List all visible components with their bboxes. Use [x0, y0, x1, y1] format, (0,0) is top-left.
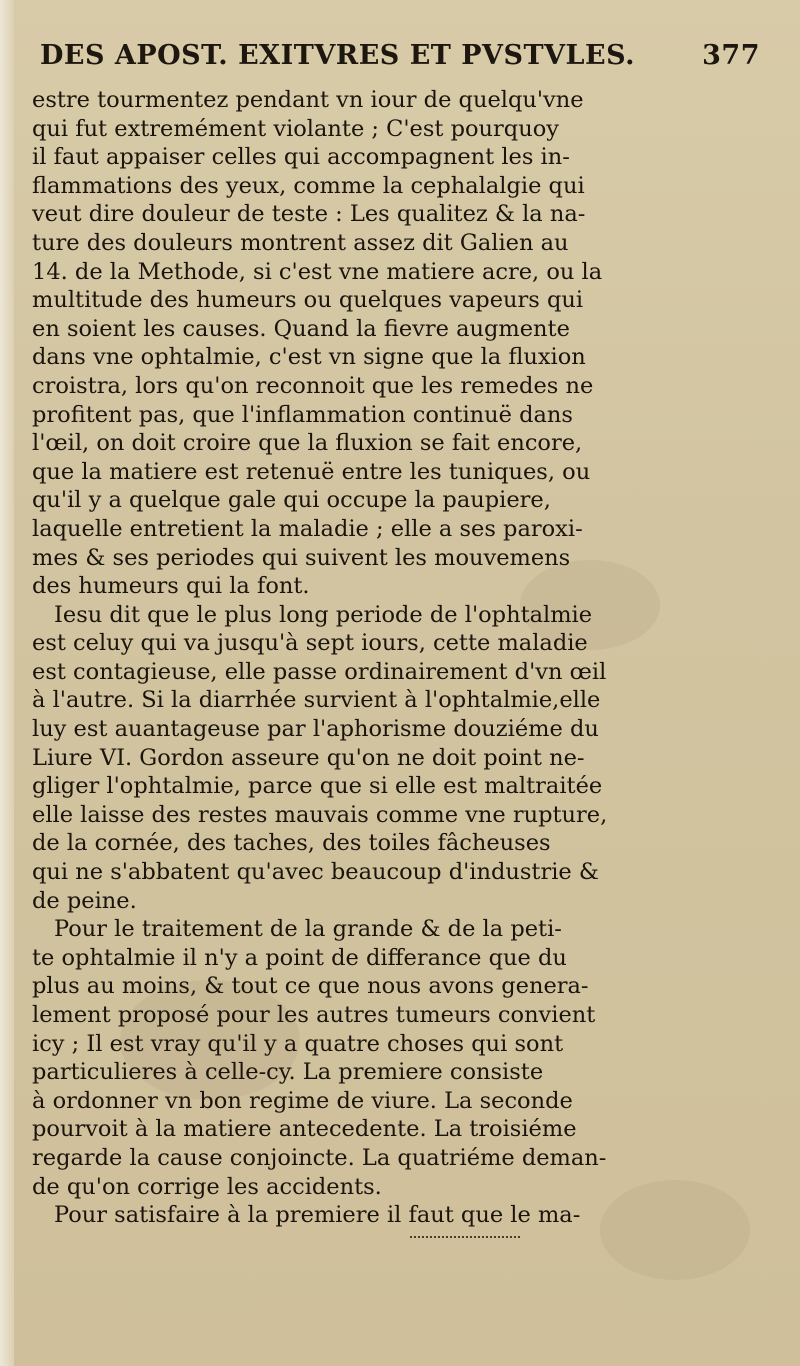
text-line: il faut appaiser celles qui accompagnent les in-: [32, 144, 570, 171]
text-line: elle laisse des restes mauvais comme vne rupture,: [32, 801, 608, 828]
text-line: de qu'on corrige les accidents.: [32, 1173, 382, 1200]
text-line: particulieres à celle-cy. La premiere consiste: [32, 1059, 544, 1086]
text-line: qui fut extremément violante ; C'est pourquoy: [32, 115, 559, 142]
running-header: [40, 40, 760, 71]
text-line: plus au moins, & tout ce que nous avons genera-: [32, 973, 589, 1000]
text-line: Pour le traitement de la grande & de la peti-: [54, 916, 562, 943]
text-line: est contagieuse, elle passe ordinairement d'vn œil: [32, 658, 607, 685]
text-line: de peine.: [32, 887, 137, 914]
body-text: [32, 86, 632, 1230]
text-line: que la matiere est retenuë entre les tuniques, ou: [32, 458, 591, 485]
text-line: luy est auantageuse par l'aphorisme douziéme du: [32, 716, 599, 743]
text-line: Liure VI. Gordon asseure qu'on ne doit point ne-: [32, 744, 585, 771]
text-line: à ordonner vn bon regime de viure. La seconde: [32, 1087, 573, 1114]
text-line: mes & ses periodes qui suivent les mouvemens: [32, 544, 571, 571]
text-line: profitent pas, que l'inflammation continuë dans: [32, 401, 573, 428]
text-line: Pour satisfaire à la premiere il faut que le ma-: [54, 1202, 581, 1229]
text-line: 14. de la Methode, si c'est vne matiere acre, ou la: [32, 258, 603, 285]
text-line: lement proposé pour les autres tumeurs convient: [32, 1002, 596, 1028]
text-line: icy ; Il est vray qu'il y a quatre choses qui sont: [32, 1030, 564, 1057]
text-line: ture des douleurs montrent assez dit Galien au: [32, 229, 569, 256]
bottom-ornament: [410, 1236, 520, 1244]
running-title: DES APOST. EXITVRES ET PVSTVLES.: [40, 40, 636, 71]
text-line: dans vne ophtalmie, c'est vn signe que la fluxion: [32, 344, 586, 371]
text-line: à l'autre. Si la diarrhée survient à l'ophtalmie,elle: [32, 687, 601, 714]
text-line: croistra, lors qu'on reconnoit que les remedes ne: [32, 372, 594, 399]
page-edge: [0, 0, 14, 1366]
text-line: qu'il y a quelque gale qui occupe la paupiere,: [32, 487, 551, 514]
text-line: de la cornée, des taches, des toiles fâcheuses: [32, 830, 551, 857]
text-line: veut dire douleur de teste : Les qualitez & la na-: [32, 201, 586, 228]
text-line: l'œil, on doit croire que la fluxion se fait encore,: [32, 430, 583, 457]
text-line: des humeurs qui la font.: [32, 573, 310, 600]
text-line: gliger l'ophtalmie, parce que si elle est maltraitée: [32, 773, 603, 800]
text-line: regarde la cause conjoincte. La quatriéme deman-: [32, 1144, 607, 1171]
text-line: pourvoit à la matiere antecedente. La troisiéme: [32, 1116, 577, 1143]
text-line: en soient les causes. Quand la fievre augmente: [32, 315, 570, 342]
text-line: Iesu dit que le plus long periode de l'ophtalmie: [54, 601, 593, 628]
text-line: te ophtalmie il n'y a point de differance que du: [32, 944, 567, 971]
text-line: laquelle entretient la maladie ; elle a ses paroxi-: [32, 515, 583, 542]
text-line: flammations des yeux, comme la cephalalgie qui: [32, 172, 585, 199]
text-line: multitude des humeurs ou quelques vapeurs qui: [32, 287, 584, 314]
text-line: qui ne s'abbatent qu'avec beaucoup d'industrie &: [32, 859, 599, 886]
text-line: estre tourmentez pendant vn iour de quelqu'vne: [32, 87, 584, 113]
text-line: est celuy qui va jusqu'à sept iours, cette maladie: [32, 630, 588, 657]
page-number: 377: [702, 40, 760, 71]
